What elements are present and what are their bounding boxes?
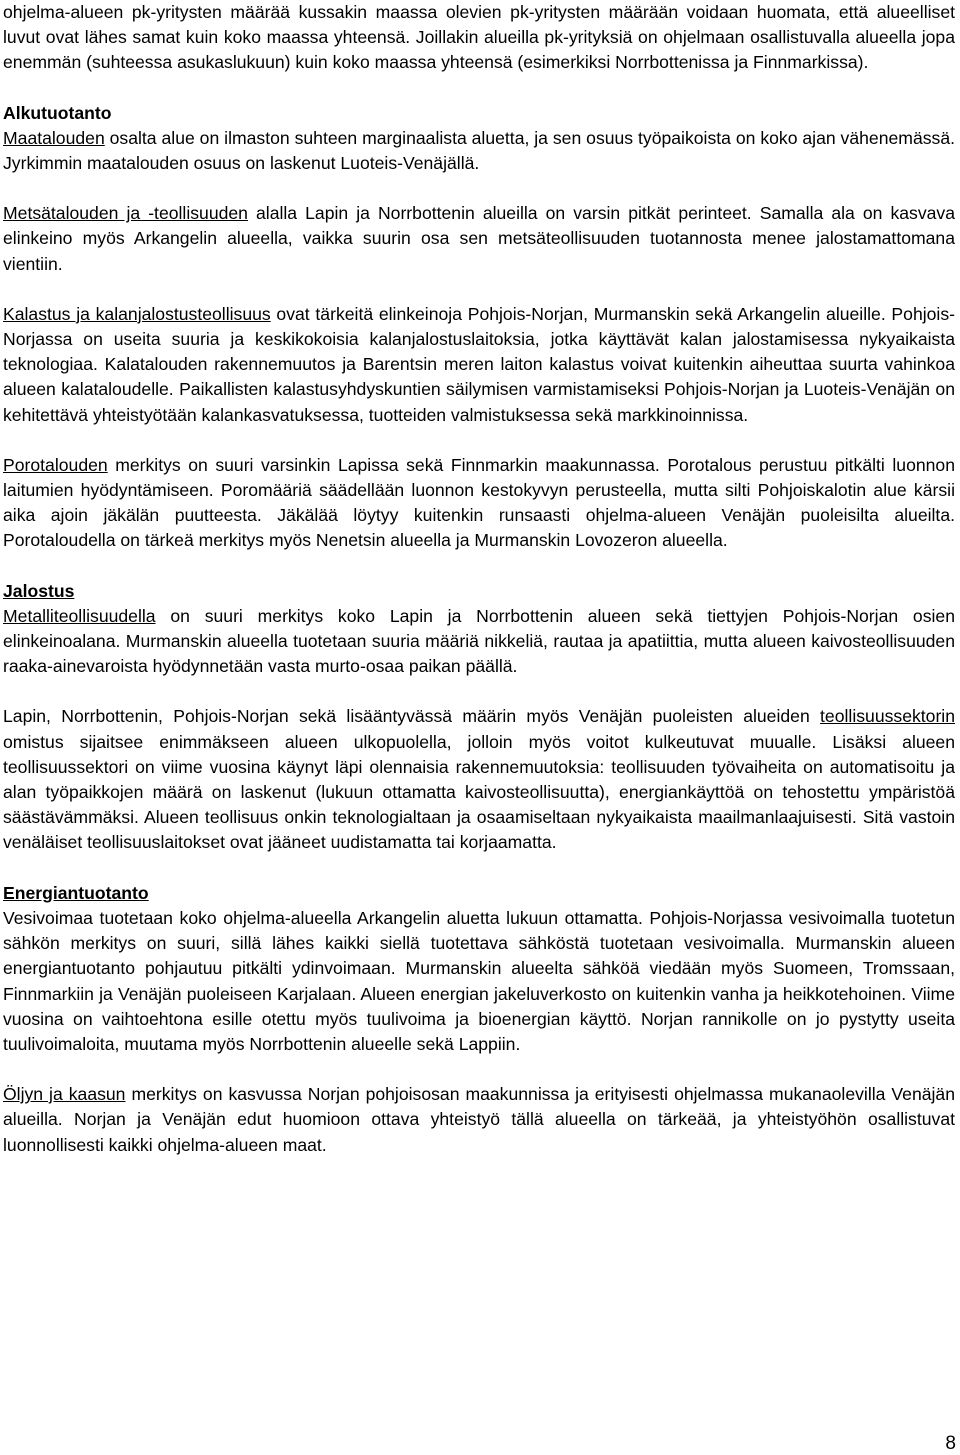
term-kalastus: Kalastus ja kalanjalostusteollisuus xyxy=(3,303,271,324)
paragraph-kalastus xyxy=(3,302,955,428)
document-page xyxy=(3,0,955,1158)
paragraph-maatalous xyxy=(3,126,955,176)
spacer xyxy=(3,856,955,881)
paragraph-teollisuussektori xyxy=(3,704,955,855)
heading-alkutuotanto: Alkutuotanto xyxy=(3,102,112,123)
spacer xyxy=(3,76,955,101)
spacer xyxy=(3,1057,955,1082)
term-teollisuussektori: teollisuussektorin xyxy=(820,706,955,727)
paragraph-text: merkitys on suuri varsinkin Lapissa sekä Finnmarkin maakunnassa. Porotalous perustuu pitkälti luonnon laitumien hyödyntämiseen. Poromääriä säädellään luonnon kestokyvyn perusteella, mutta silti Pohjoiskalotin alue kärsii aika ajoin jäkälän puutteesta. Jäkälää löytyy kuitenkin runsaasti ohjelma-alueen Venäjän puoleisilta alueilta. Porotaloudella on tärkeä merkitys myös Nenetsin alueella ja Murmanskin Lovozeron alueella. xyxy=(3,454,955,551)
paragraph-vesivoima: Vesivoimaa tuotetaan koko ohjelma-alueella Arkangelin aluetta lukuun ottamatta. Pohjois-Norjassa vesivoimalla tuotetun sähkön merkitys on suuri, sillä lähes kaikki siellä tuotettava sähköstä tuotetaan vesivoimalla. Murmanskin alueen energiantuotanto pohjautuu pitkälti ydinvoimaan. Murmanskin alueelta sähköä viedään myös Suomeen, Tromssaan, Finnmarkiin ja Venäjän puoleiseen Karjalaan. Alueen energian jakeluverkosto on kuitenkin vanha ja heikkotehoinen. Viime vuosina on vaihtoehtona esille otettu myös tuulivoima ja bioenergian käyttö. Norjan rannikolle on jo pystytty useita tuulivoimaloita, muutama myös Norrbottenin alueelle sekä Lappiin. xyxy=(3,907,955,1054)
spacer xyxy=(3,554,955,579)
paragraph-porotalous xyxy=(3,453,955,554)
spacer xyxy=(3,679,955,704)
page-number: 8 xyxy=(945,1433,956,1454)
heading-jalostus: Jalostus xyxy=(3,580,75,601)
paragraph-text: ovat tärkeitä elinkeinoja Pohjois-Norjan, Murmanskin sekä Arkangelin alueille. Pohjois-Norjassa on useita suuria ja keskikokoisia kalanjalostuslaitoksia, jotka käyttävät kalan jalostamisessa nykyaikaista teknologiaa. Kalatalouden rakennemuutos ja Barentsin meren laiton kalastus voivat kuitenkin aiheuttaa suurta vahinkoa alueen kalataloudelle. Paikallisten kalastusyhdyskuntien säilymisen varmistamiseksi Pohjois-Norjan ja Luoteis-Venäjän on kehitettävä yhteistyötään kalankasvatuksessa, tuotteiden valmistuksessa sekä markkinoinnissa. xyxy=(3,303,955,425)
term-metalliteollisuus: Metalliteollisuudella xyxy=(3,605,156,626)
paragraph-text: on suuri merkitys koko Lapin ja Norrbottenin alueen sekä tiettyjen Pohjois-Norjan osien elinkeinoalana. Murmanskin alueella tuotetaan suuria määriä nikkeliä, rautaa ja apatiittia, mutta alueen kaivosteollisuuden raaka-ainevaroista hyödynnetään vasta murto-osaa paikan päällä. xyxy=(3,605,955,677)
term-metsatalous: Metsätalouden ja -teollisuuden xyxy=(3,203,248,224)
intro-paragraph: ohjelma-alueen pk-yritysten määrää kussakin maassa olevien pk-yritysten määrään voidaan huomata, että alueelliset luvut ovat lähes samat kuin koko maassa yhteensä. Joillakin alueilla pk-yrityksiä on ohjelmaan osallistuvalla alueella jopa enemmän (suhteessa asukaslukuun) kuin koko maassa yhteensä (esimerkiksi Norrbottenissa ja Finnmarkissa). xyxy=(3,2,955,73)
paragraph-metalliteollisuus xyxy=(3,604,955,680)
spacer xyxy=(3,277,955,302)
paragraph-text: osalta alue on ilmaston suhteen marginaalista aluetta, ja sen osuus työpaikoista on koko ajan vähenemässä. Jyrkimmin maatalouden osuus on laskenut Luoteis-Venäjällä. xyxy=(3,127,955,174)
heading-energiantuotanto: Energiantuotanto xyxy=(3,882,149,903)
spacer xyxy=(3,176,955,201)
paragraph-text: Lapin, Norrbottenin, Pohjois-Norjan sekä lisääntyvässä määrin myös Venäjän puoleisten alueiden xyxy=(3,706,821,727)
paragraph-metsatalous xyxy=(3,201,955,277)
term-oljy-kaasu: Öljyn ja kaasun xyxy=(3,1084,126,1105)
paragraph-text: merkitys on kasvussa Norjan pohjoisosan maakunnissa ja erityisesti ohjelmassa mukanaolevilla Venäjän alueilla. Norjan ja Venäjän edut huomioon ottava yhteistyö tällä alueella on tärkeää, ja yhteistyöhön osallistuvat luonnollisesti kaikki ohjelma-alueen maat. xyxy=(3,1084,955,1155)
paragraph-text: alalla Lapin ja Norrbottenin alueilla on varsin pitkät perinteet. Samalla ala on kasvava elinkeino myös Arkangelin alueella, vaikka suurin osa sen metsäteollisuuden tuotannosta menee jalostamattomana vientiin. xyxy=(3,203,955,274)
term-porotalous: Porotalouden xyxy=(3,454,108,475)
paragraph-oljy-kaasu xyxy=(3,1082,955,1158)
spacer xyxy=(3,428,955,453)
paragraph-text: omistus sijaitsee enimmäkseen alueen ulkopuolella, jolloin myös voitot kulkeutuvat muualle. Lisäksi alueen teollisuussektori on viime vuosina käynyt läpi olennaisia rakennemuutoksia: teollisuuden työvaiheita on automatisoitu ja alan työpaikkojen määrä on laskenut (lukuun ottamatta kaivosteollisuutta), energiankäyttöä on tehostettu ympäristöä säästävämmäksi. Alueen teollisuus onkin teknologialtaan ja osaamiseltaan nykyaikaista maailmanlaajuisesti. Sitä vastoin venäläiset teollisuuslaitokset ovat jääneet uudistamatta tai korjaamatta. xyxy=(3,731,955,853)
term-maatalouden: Maatalouden xyxy=(3,127,105,148)
